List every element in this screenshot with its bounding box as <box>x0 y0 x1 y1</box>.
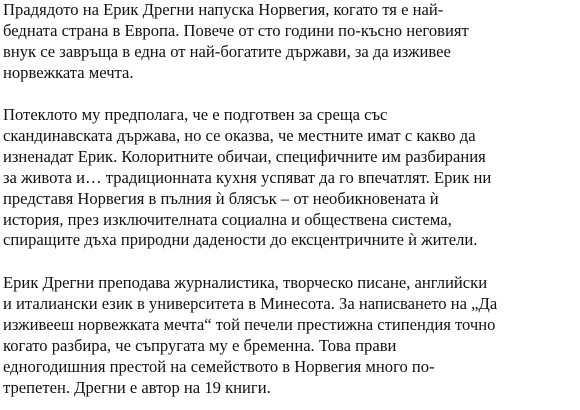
paragraph-description <box>3 105 491 251</box>
text-line: спиращите дъха природни дадености до ексцентричните ѝ жители. <box>3 230 478 250</box>
text-line: Прадядото на Ерик Дрегни напуска Норвегия, когато тя е най- <box>3 0 444 19</box>
text-line: Ерик Дрегни преподава журналистика, творческо писане, английски <box>3 273 488 292</box>
text-line: представя Норвегия в пълния ѝ блясък – от необикновената ѝ <box>3 188 439 208</box>
text-line: едногодишния престой на семейството в Норвегия много по- <box>3 356 435 376</box>
text-line: и италиански език в университета в Минесота. За написването на „Да <box>3 293 498 313</box>
paragraph-author-bio <box>3 273 497 398</box>
paragraph-intro <box>3 0 469 84</box>
text-line: за живота и… традиционната кухня успяват да го впечатлят. Ерик ни <box>3 167 492 187</box>
text-line: Потеклото му предполага, че е подготвен за среща със <box>3 105 388 124</box>
text-line: изживееш норвежката мечта“ той печели престижна стипендия точно <box>3 314 496 334</box>
text-line: внук се завръща в една от най-богатите държави, за да изживее <box>3 41 451 61</box>
text-line: бедната страна в Европа. Повече от сто години по-късно неговият <box>3 20 469 40</box>
text-line: история, през изключителната социална и обществена система, <box>3 209 452 229</box>
text-line: норвежката мечта. <box>3 62 134 82</box>
text-line: скандинавската държава, но се оказва, че местните имат с какво да <box>3 125 476 145</box>
text-line: когато разбира, че съпругата му е бременна. Това прави <box>3 335 397 355</box>
text-line: трепетен. Дрегни е автор на 19 книги. <box>3 377 271 397</box>
text-line: изненадат Ерик. Колоритните обичаи, специфичните им разбирания <box>3 146 486 166</box>
